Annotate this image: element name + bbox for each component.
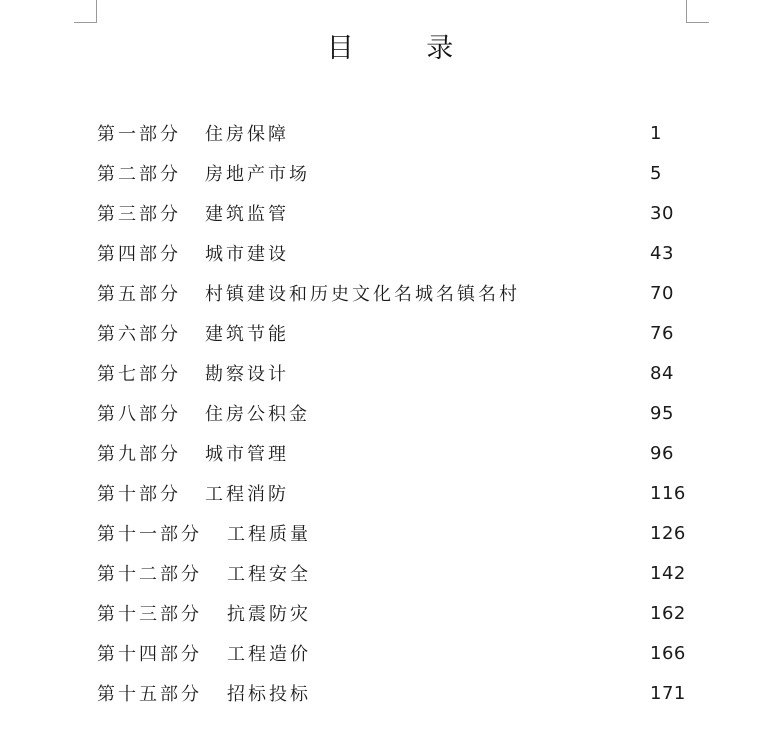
toc-part-label: 第六部分 [97,324,181,345]
toc-entry-title: 村镇建设和历史文化名城名镇名村 [205,284,520,305]
toc-entry-title: 城市建设 [205,244,289,265]
toc-entry-title: 住房公积金 [205,404,310,425]
toc-page-number: 166 [650,642,686,664]
toc-part-label: 第五部分 [97,284,181,305]
toc-dot-leader [522,282,650,300]
toc-dot-leader [313,682,650,700]
toc-page-number: 30 [650,202,674,224]
toc-part-label: 第十一部分 [97,524,202,545]
toc-entry[interactable] [97,113,697,153]
toc-dot-leader [291,242,650,260]
toc-entry[interactable] [97,233,697,273]
toc-page-number: 95 [650,402,674,424]
toc-entry-title: 住房保障 [205,124,289,145]
page-corner-mark-right [686,0,709,23]
toc-entry-title: 城市管理 [205,444,289,465]
toc-page-number: 96 [650,442,674,464]
toc-dot-leader [313,522,650,540]
toc-part-label: 第七部分 [97,364,181,385]
toc-entry[interactable] [97,473,697,513]
toc-page-number: 126 [650,522,686,544]
toc-entry[interactable] [97,433,697,473]
toc-entry[interactable] [97,593,697,633]
toc-entry-title: 抗震防灾 [227,604,311,625]
toc-entry-title: 建筑监管 [205,204,289,225]
toc-part-label: 第四部分 [97,244,181,265]
toc-entry[interactable] [97,313,697,353]
toc-entry-title: 房地产市场 [205,164,310,185]
toc-entry-title: 工程消防 [205,484,289,505]
toc-page-number: 5 [650,162,662,184]
table-of-contents [97,113,697,713]
toc-part-label: 第一部分 [97,124,181,145]
toc-part-label: 第十四部分 [97,644,202,665]
toc-part-label: 第十三部分 [97,604,202,625]
toc-dot-leader [312,162,650,180]
toc-page-number: 1 [650,122,662,144]
toc-entry[interactable] [97,553,697,593]
toc-page-number: 142 [650,562,686,584]
toc-entry-title: 建筑节能 [205,324,289,345]
toc-part-label: 第十部分 [97,484,181,505]
toc-dot-leader [313,562,650,580]
toc-entry-title: 招标投标 [227,684,311,705]
toc-dot-leader [291,362,650,380]
toc-page-number: 171 [650,682,686,704]
toc-dot-leader [313,602,650,620]
page-corner-mark-left [74,0,97,23]
toc-entry[interactable] [97,353,697,393]
toc-entry[interactable] [97,393,697,433]
toc-entry-title: 工程造价 [227,644,311,665]
toc-dot-leader [291,442,650,460]
toc-entry-title: 工程安全 [227,564,311,585]
toc-entry-title: 勘察设计 [205,364,289,385]
toc-dot-leader [291,322,650,340]
toc-dot-leader [291,482,650,500]
toc-part-label: 第九部分 [97,444,181,465]
toc-part-label: 第二部分 [97,164,181,185]
toc-entry[interactable] [97,193,697,233]
toc-entry[interactable] [97,513,697,553]
toc-page-number: 70 [650,282,674,304]
toc-dot-leader [291,202,650,220]
toc-part-label: 第八部分 [97,404,181,425]
toc-part-label: 第十二部分 [97,564,202,585]
toc-dot-leader [313,642,650,660]
toc-entry[interactable] [97,673,697,713]
toc-entry[interactable] [97,273,697,313]
toc-page-number: 84 [650,362,674,384]
toc-page-number: 116 [650,482,686,504]
toc-entry[interactable] [97,153,697,193]
toc-dot-leader [291,122,650,140]
toc-page-number: 43 [650,242,674,264]
toc-title: 目 录 [326,33,486,64]
toc-entry[interactable] [97,633,697,673]
toc-page-number: 162 [650,602,686,624]
toc-page-number: 76 [650,322,674,344]
toc-entry-title: 工程质量 [227,524,311,545]
toc-part-label: 第三部分 [97,204,181,225]
toc-dot-leader [312,402,650,420]
toc-part-label: 第十五部分 [97,684,202,705]
